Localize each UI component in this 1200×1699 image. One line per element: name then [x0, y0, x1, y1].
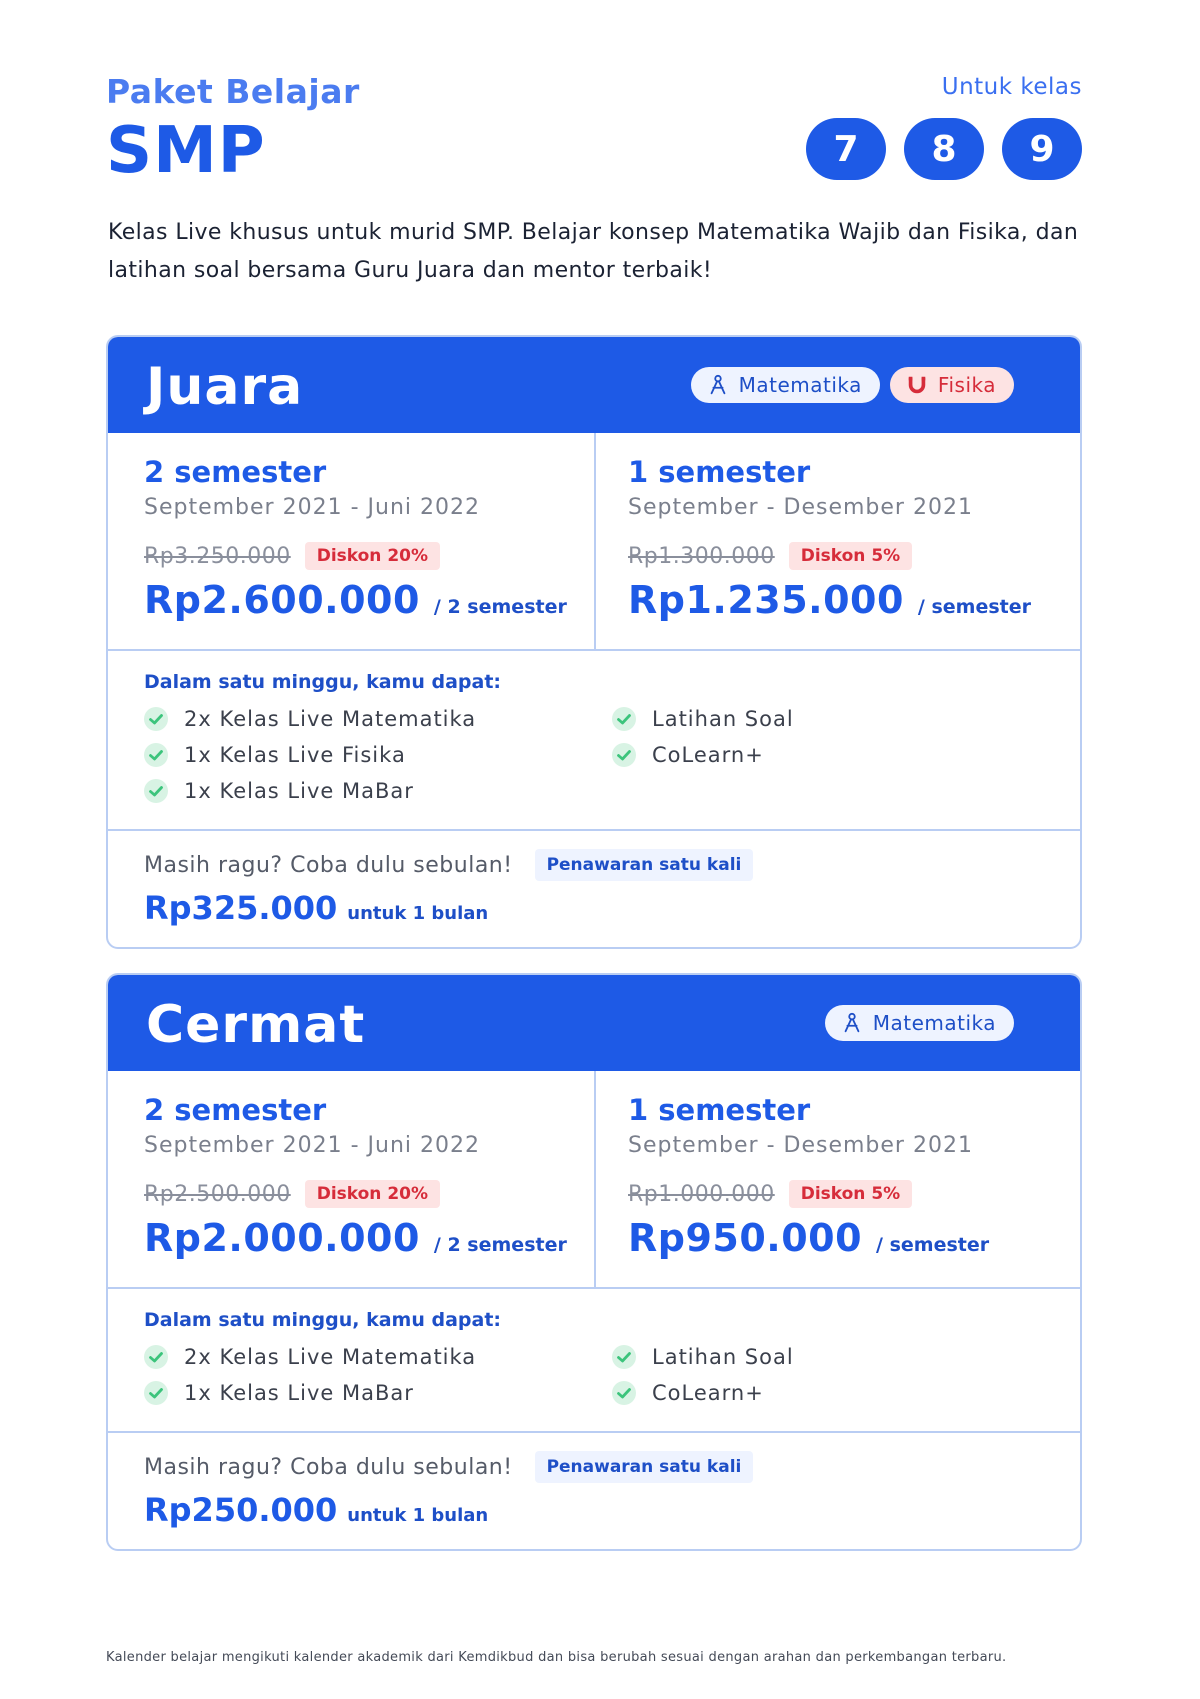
grade-badge-9: 9 [1002, 118, 1082, 180]
package-name: Cermat [146, 995, 366, 1055]
package-name: Juara [146, 357, 304, 417]
check-icon [144, 743, 168, 767]
grade-badge-7: 7 [806, 118, 886, 180]
trial-offer[interactable] [108, 831, 1080, 947]
original-price: Rp3.250.000 [144, 543, 291, 569]
discount-badge: Diskon 5% [789, 1180, 912, 1208]
price-period: / semester [876, 1234, 990, 1256]
check-icon [144, 1381, 168, 1405]
grade-badges [806, 118, 1082, 180]
package-card-cermat [106, 973, 1082, 1551]
check-icon [144, 1345, 168, 1369]
plan-title: 1 semester [628, 455, 811, 489]
subject-tags [825, 1005, 1014, 1041]
features-left [144, 701, 612, 809]
subject-tag-label: Matematika [872, 1011, 996, 1035]
feature-item: 1x Kelas Live MaBar [144, 1375, 612, 1411]
trial-period: untuk 1 bulan [347, 1505, 489, 1526]
discount-badge: Diskon 20% [305, 1180, 440, 1208]
trial-price: Rp250.000 [144, 1491, 338, 1529]
feature-item: CoLearn+ [612, 1375, 1080, 1411]
card-header [108, 975, 1080, 1071]
plan-price: Rp2.600.000 [144, 578, 420, 622]
plan-options [108, 1071, 1080, 1289]
weekly-features [108, 1289, 1080, 1433]
trial-offer[interactable] [108, 1433, 1080, 1549]
price-period: / 2 semester [433, 596, 567, 618]
footnote: Kalender belajar mengikuti kalender akademik dari Kemdikbud dan bisa berubah sesuai dengan arahan dan perkembangan terbaru. [106, 1650, 1007, 1665]
check-icon [612, 743, 636, 767]
feature-item: Latihan Soal [612, 701, 1080, 737]
features-left [144, 1339, 612, 1411]
plan-price: Rp950.000 [628, 1216, 863, 1260]
plan-1-semester[interactable] [594, 1071, 1080, 1287]
original-price: Rp1.300.000 [628, 543, 775, 569]
plan-2-semester[interactable] [108, 433, 594, 649]
subject-tag-label: Fisika [937, 373, 996, 397]
compass-icon [707, 374, 729, 396]
check-icon [612, 1345, 636, 1369]
trial-question: Masih ragu? Coba dulu sebulan! [144, 1454, 513, 1480]
weekly-features [108, 651, 1080, 831]
page-title: SMP [106, 114, 266, 188]
discount-badge: Diskon 20% [305, 542, 440, 570]
original-price: Rp2.500.000 [144, 1181, 291, 1207]
check-icon [612, 707, 636, 731]
features-right [612, 1339, 1080, 1411]
plan-title: 2 semester [144, 455, 327, 489]
check-icon [612, 1381, 636, 1405]
magnet-icon [906, 374, 928, 396]
grade-badge-8: 8 [904, 118, 984, 180]
price-period: / 2 semester [433, 1234, 567, 1256]
price-period: / semester [917, 596, 1032, 618]
check-icon [144, 707, 168, 731]
plan-title: 1 semester [628, 1093, 811, 1127]
plan-price: Rp2.000.000 [144, 1216, 420, 1260]
plan-period: September - Desember 2021 [628, 495, 973, 520]
subject-tag-matematika [691, 367, 880, 403]
trial-period: untuk 1 bulan [347, 903, 489, 924]
feature-item: 1x Kelas Live MaBar [144, 773, 612, 809]
trial-question: Masih ragu? Coba dulu sebulan! [144, 852, 513, 878]
discount-badge: Diskon 5% [789, 542, 912, 570]
subject-tag-fisika [890, 367, 1014, 403]
one-time-offer-badge: Penawaran satu kali [535, 849, 754, 881]
subject-tag-matematika [825, 1005, 1014, 1041]
eyebrow-title: Paket Belajar [106, 72, 360, 111]
original-price: Rp1.000.000 [628, 1181, 775, 1207]
feature-item: 2x Kelas Live Matematika [144, 1339, 612, 1375]
card-header [108, 337, 1080, 433]
plan-period: September 2021 - Juni 2022 [144, 495, 480, 520]
plan-2-semester[interactable] [108, 1071, 594, 1287]
feature-item: 1x Kelas Live Fisika [144, 737, 612, 773]
subject-tags [691, 367, 1014, 403]
feature-item: 2x Kelas Live Matematika [144, 701, 612, 737]
plan-price: Rp1.235.000 [628, 578, 904, 622]
package-card-juara [106, 335, 1082, 949]
features-heading: Dalam satu minggu, kamu dapat: [144, 1309, 502, 1331]
features-right [612, 701, 1080, 809]
subject-tag-label: Matematika [738, 373, 862, 397]
plan-1-semester[interactable] [594, 433, 1080, 649]
trial-price: Rp325.000 [144, 889, 338, 927]
plan-options [108, 433, 1080, 651]
one-time-offer-badge: Penawaran satu kali [535, 1451, 754, 1483]
features-heading: Dalam satu minggu, kamu dapat: [144, 671, 502, 693]
plan-title: 2 semester [144, 1093, 327, 1127]
description: Kelas Live khusus untuk murid SMP. Belajar konsep Matematika Wajib dan Fisika, dan latihan soal bersama Guru Juara dan mentor terbaik! [108, 220, 1079, 283]
feature-item: Latihan Soal [612, 1339, 1080, 1375]
compass-icon [841, 1012, 863, 1034]
feature-item: CoLearn+ [612, 737, 1080, 773]
plan-period: September - Desember 2021 [628, 1133, 973, 1158]
grade-label: Untuk kelas [941, 74, 1082, 100]
plan-period: September 2021 - Juni 2022 [144, 1133, 480, 1158]
page-header [106, 72, 1082, 192]
check-icon [144, 779, 168, 803]
